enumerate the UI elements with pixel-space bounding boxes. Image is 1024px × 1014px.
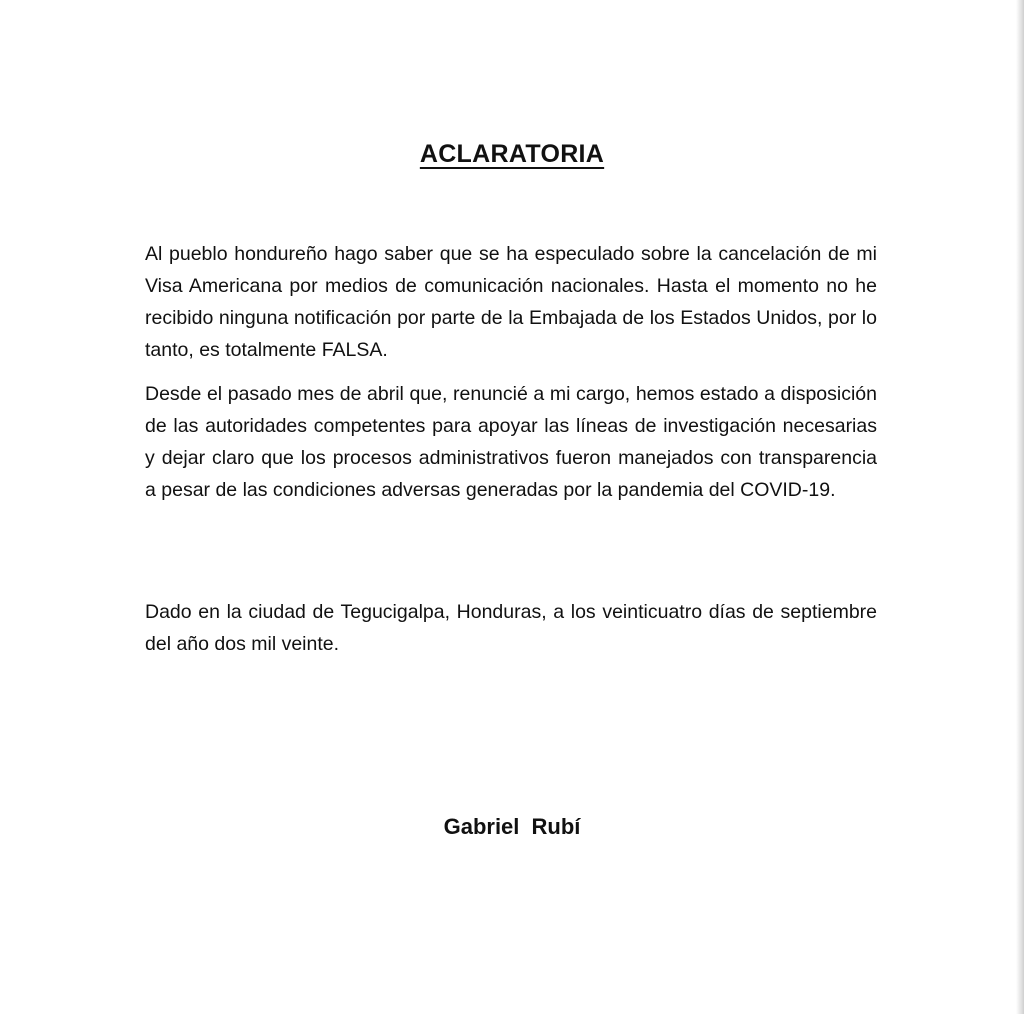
paragraph-resignation-cooperation: Desde el pasado mes de abril que, renuncié a mi cargo, hemos estado a disposición de las autoridades competentes para apoyar las líneas de investigación necesarias y dejar claro que los procesos administrativos fueron manejados con transparencia a pesar de las condiciones adversas generadas por la pandemia del COVID-19. xyxy=(145,383,877,501)
paragraph-visa-clarification: Al pueblo hondureño hago saber que se ha especulado sobre la cancelación de mi Visa Americana por medios de comunicación nacionales. Hasta el momento no he recibido ninguna notificación por parte de la Embajada de los Estados Unidos, por lo tanto, es totalmente FALSA. xyxy=(145,243,877,361)
document-title: ACLARATORIA xyxy=(419,140,605,168)
paragraph-date-place: Dado en la ciudad de Tegucigalpa, Honduras, a los veinticuatro días de septiembre del año dos mil veinte. xyxy=(145,601,877,655)
signature-name: Gabriel Rubí xyxy=(443,814,581,839)
page-edge-shadow xyxy=(1016,0,1024,1014)
